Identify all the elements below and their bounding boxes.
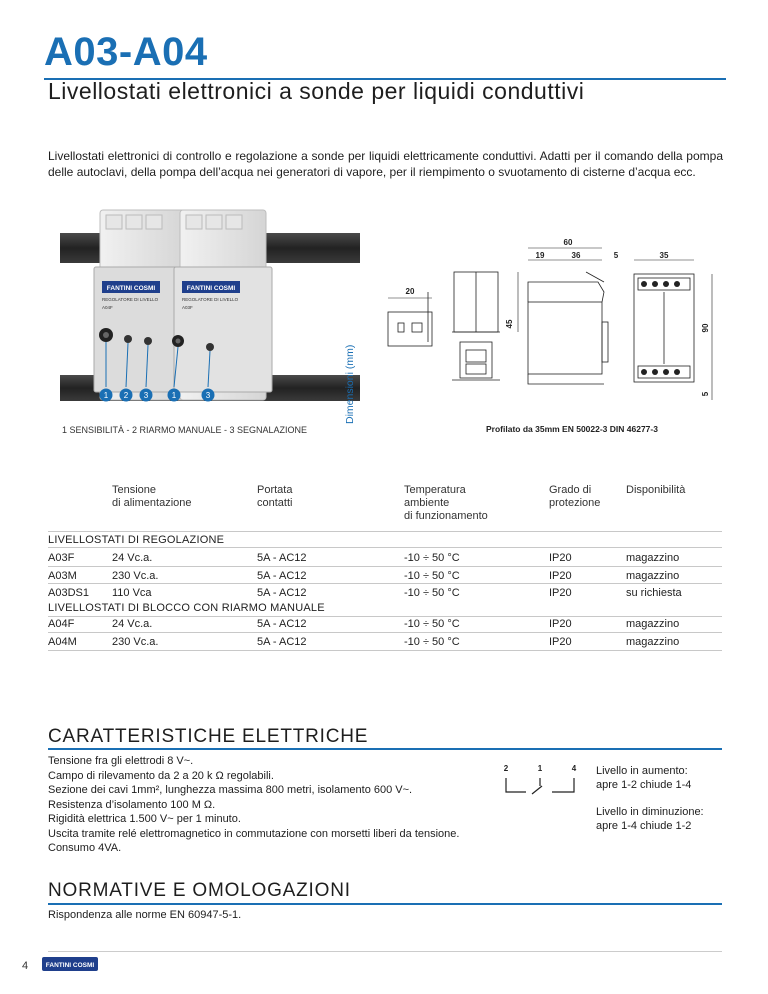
row-protection: IP20: [549, 587, 572, 599]
spec-line: Campo di rilevamento da 2 a 20 k Ω regolabili.: [48, 769, 274, 782]
table-rule: [48, 650, 722, 651]
section-regulation: LIVELLOSTATI DI REGOLAZIONE: [48, 534, 225, 546]
product-code: A03-A04: [44, 30, 208, 74]
row-protection: IP20: [549, 570, 572, 582]
fall-desc: apre 1-4 chiude 1-2: [596, 820, 692, 832]
spec-line: Uscita tramite relé elettromagnetico in commutazione con morsetti liberi da tensione.: [48, 827, 460, 840]
dim-36: 36: [571, 251, 581, 260]
rise-title: Livello in aumento:: [596, 765, 688, 777]
spec-line: Resistenza d’isolamento 100 M Ω.: [48, 798, 216, 811]
row-protection: IP20: [549, 552, 572, 564]
row-temperature: -10 ÷ 50 °C: [404, 552, 460, 564]
row-availability: magazzino: [626, 552, 680, 564]
table-rule: [48, 616, 722, 617]
col-header-protection: Grado di protezione: [549, 484, 601, 509]
callout-1: 1: [103, 391, 109, 400]
callout-5: 3: [205, 391, 211, 400]
dim-20: 20: [405, 287, 415, 296]
electrical-specs: [48, 754, 498, 856]
brand-text-left: FANTINI COSMI: [106, 285, 156, 292]
row-supply: 24 Vc.a.: [112, 618, 153, 630]
dimension-drawing: [376, 232, 726, 422]
row-model: A03F: [48, 552, 75, 564]
electrical-rule: [48, 748, 722, 750]
callout-4: 1: [171, 391, 177, 400]
spec-line: Tensione fra gli elettrodi 8 V~.: [48, 755, 194, 767]
row-contacts: 5A - AC12: [257, 587, 307, 599]
row-contacts: 5A - AC12: [257, 636, 307, 648]
logo-text: FANTINI COSMI: [45, 962, 95, 969]
row-supply: 230 Vc.a.: [112, 570, 159, 582]
row-supply: 24 Vc.a.: [112, 552, 153, 564]
callout-3: 3: [143, 391, 149, 400]
col-header-contacts: Portata contatti: [257, 484, 293, 509]
row-availability: su richiesta: [626, 587, 682, 599]
dim-35: 35: [659, 251, 669, 260]
electrical-heading: CARATTERISTICHE ELETTRICHE: [48, 726, 369, 747]
table-rule: [48, 583, 722, 584]
row-model: A04M: [48, 636, 77, 648]
dim-5-side: 5: [701, 391, 710, 397]
page-number: 4: [22, 960, 29, 972]
model-label-left: A04F: [102, 305, 113, 310]
row-protection: IP20: [549, 636, 572, 648]
dim-5-top: 5: [613, 251, 619, 260]
norms-rule: [48, 903, 722, 905]
row-contacts: 5A - AC12: [257, 552, 307, 564]
table-rule: [48, 566, 722, 567]
dim-total: 60: [563, 238, 573, 247]
col-header-supply: Tensione di alimentazione: [112, 484, 192, 509]
row-supply: 110 Vca: [112, 587, 152, 599]
row-availability: magazzino: [626, 618, 680, 630]
din-rail-label: Profilato da 35mm EN 50022-3 DIN 46277-3: [486, 424, 658, 434]
spec-line: Rigidità elettrica 1.500 V~ per 1 minuto.: [48, 813, 241, 825]
spec-line: Consumo 4VA.: [48, 842, 122, 854]
row-contacts: 5A - AC12: [257, 618, 307, 630]
rise-desc: apre 1-2 chiude 1-4: [596, 779, 692, 791]
row-temperature: -10 ÷ 50 °C: [404, 570, 460, 582]
spec-line: Sezione dei cavi 1mm², lunghezza massima 800 metri, isolamento 600 V~.: [48, 784, 413, 796]
callout-2: 2: [123, 391, 129, 400]
row-model: A03DS1: [48, 587, 89, 599]
row-protection: IP20: [549, 618, 572, 630]
row-supply: 230 Vc.a.: [112, 636, 159, 648]
row-temperature: -10 ÷ 50 °C: [404, 618, 460, 630]
footer-rule: [48, 951, 722, 952]
fall-title: Livello in diminuzione:: [596, 806, 704, 818]
contact-diagram: [498, 762, 588, 802]
page-subtitle: Livellostati elettronici a sonde per liquidi conduttivi: [48, 78, 585, 104]
row-availability: magazzino: [626, 570, 680, 582]
device-label-right: REGOLATORE DI LIVELLO: [182, 297, 239, 302]
device-label-left: REGOLATORE DI LIVELLO: [102, 297, 159, 302]
brand-text-right: FANTINI COSMI: [186, 285, 236, 292]
norms-heading: NORMATIVE E OMOLOGAZIONI: [48, 880, 351, 901]
dim-90: 90: [701, 323, 710, 333]
row-temperature: -10 ÷ 50 °C: [404, 636, 460, 648]
row-temperature: -10 ÷ 50 °C: [404, 587, 460, 599]
col-header-temperature: Temperatura ambiente di funzionamento: [404, 484, 488, 522]
contact-label-4: 4: [571, 764, 577, 773]
section-lockout: LIVELLOSTATI DI BLOCCO CON RIARMO MANUALE: [48, 602, 325, 614]
model-label-right: A03F: [182, 305, 193, 310]
row-contacts: 5A - AC12: [257, 570, 307, 582]
product-photo: [60, 205, 360, 420]
table-rule: [48, 547, 722, 548]
level-notes: [596, 764, 726, 833]
table-rule: [48, 632, 722, 633]
contact-label-2: 2: [503, 764, 509, 773]
norms-text: Rispondenza alle norme EN 60947-5-1.: [48, 909, 242, 921]
row-model: A03M: [48, 570, 77, 582]
intro-paragraph: Livellostati elettronici di controllo e regolazione a sonde per liquidi elettricamente conduttivi. Adatti per il comando della pompa delle autoclavi, della pompa dell’acqua nei generatori di vapore, per il riempimento o svuotamento di cisterne d’acqua ecc.: [48, 149, 723, 179]
row-model: A04F: [48, 618, 75, 630]
dimensions-label: Dimensioni (mm): [344, 344, 356, 424]
photo-caption: 1 SENSIBILITÀ - 2 RIARMO MANUALE - 3 SEGNALAZIONE: [62, 425, 308, 435]
row-availability: magazzino: [626, 636, 680, 648]
dim-45: 45: [505, 319, 514, 329]
contact-label-1: 1: [537, 764, 543, 773]
dim-19: 19: [535, 251, 545, 260]
table-rule: [48, 531, 722, 532]
brand-logo: [42, 956, 98, 972]
col-header-availability: Disponibilità: [626, 484, 686, 496]
